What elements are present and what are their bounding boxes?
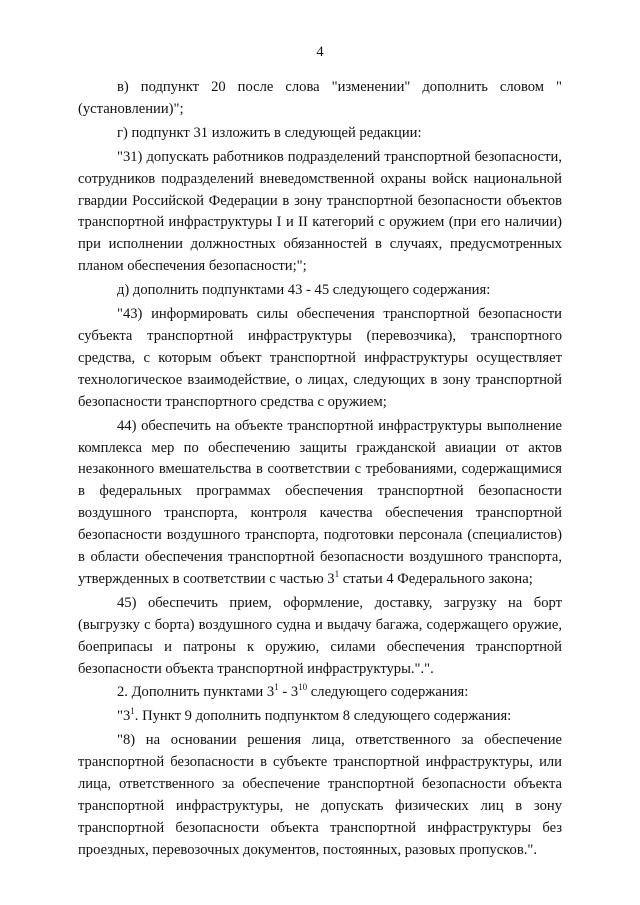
paragraph	[78, 123, 562, 145]
paragraph	[78, 416, 562, 591]
text-run: в) подпункт 20 после слова "изменении" дополнить словом "(установлении)";	[78, 79, 562, 117]
text-run: следующего содержания:	[307, 684, 469, 701]
text-run: "3	[117, 708, 131, 725]
text-run: д) дополнить подпунктами 43 - 45 следующего содержания:	[117, 282, 491, 299]
paragraph	[78, 77, 562, 121]
text-run: статьи 4 Федерального закона;	[339, 570, 533, 587]
paragraph	[78, 280, 562, 302]
text-run: 45) обеспечить прием, оформление, доставку, загрузку на борт (выгрузку с борта) воздушного судна и выдачу багажа, содержащего оружие, боеприпасы и патроны к оружию, силами обеспечения транспортной безопасности объекта транспортной инфраструктуры.".".	[78, 594, 562, 677]
superscript: 1	[130, 706, 135, 717]
text-run: - 3	[278, 684, 299, 701]
paragraph	[78, 593, 562, 681]
text-run: 2. Дополнить пунктами 3	[117, 684, 275, 701]
text-run: г) подпункт 31 изложить в следующей редакции:	[117, 124, 422, 141]
paragraph	[78, 730, 562, 861]
text-run: 44) обеспечить на объекте транспортной инфраструктуры выполнение комплекса мер по обеспечению защиты гражданской авиации от актов незаконного вмешательства в соответствии с требованиями, содержащимися в федеральных программах обеспечения транспортной безопасности воздушного транспорта, контроля качества обеспечения транспортной безопасности воздушного транспорта, подготовки персонала (специалистов) в области обеспечения транспортной безопасности воздушного транспорта, утвержденных в соответствии с частью 3	[78, 417, 562, 587]
paragraph	[78, 304, 562, 414]
paragraph	[78, 706, 562, 728]
paragraph	[78, 147, 562, 278]
text-run: "43) информировать силы обеспечения транспортной безопасности субъекта транспортной инфраструктуры (перевозчика), транспортного средства, с которым объект транспортной инфраструктуры осуществляет технологическое взаимодействие, о лицах, следующих в зону транспортной безопасности транспортного средства с оружием;	[78, 306, 562, 410]
text-run: "31) допускать работников подразделений транспортной безопасности, сотрудников подразделений вневедомственной охраны войск национальной гвардии Российской Федерации в зону транспортной безопасности объектов транспортной инфраструктуры I и II категорий с оружием (при его наличии) при исполнении должностных обязанностей в случаях, предусмотренных планом обеспечения безопасности;";	[78, 148, 562, 275]
paragraph	[78, 682, 562, 704]
superscript: 10	[298, 682, 308, 693]
text-run: "8) на основании решения лица, ответственного за обеспечение транспортной безопасности в субъекте транспортной инфраструктуры, или лица, ответственного за обеспечение транспортной безопасности объекта транспортной инфраструктуры, не допускать физических лиц в зону транспортной безопасности объекта транспортной инфраструктуры без проездных, перевозочных документов, постоянных, разовых пропусков.".	[78, 732, 562, 858]
document-body	[78, 77, 562, 862]
superscript: 1	[274, 682, 279, 693]
superscript: 1	[334, 568, 340, 579]
page-number: 4	[316, 44, 324, 60]
text-run: . Пункт 9 дополнить подпунктом 8 следующего содержания:	[134, 708, 512, 725]
